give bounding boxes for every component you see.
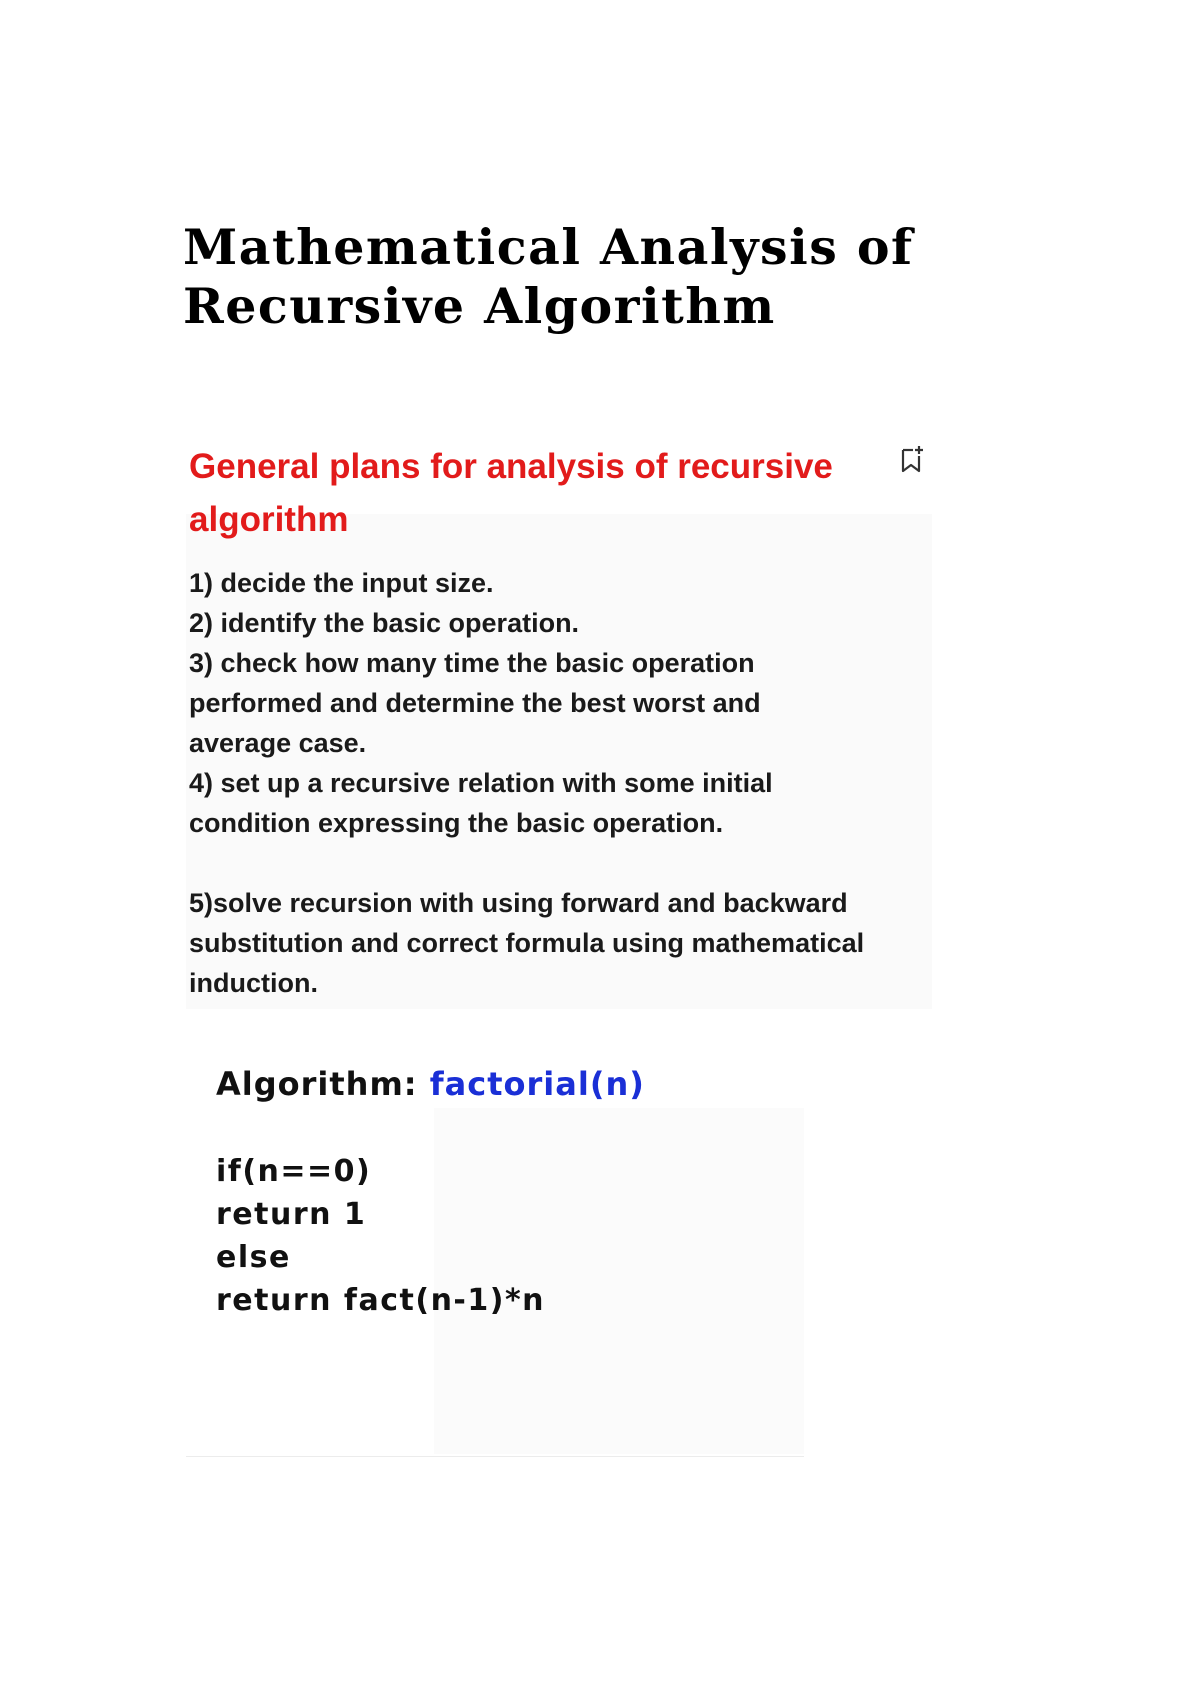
step-line: 1) decide the input size.	[189, 568, 494, 598]
bookmark-add-icon[interactable]	[898, 444, 928, 476]
algorithm-title	[216, 1062, 645, 1106]
algorithm-name: factorial(n)	[429, 1065, 645, 1103]
page-title	[183, 218, 983, 336]
algorithm-label: Algorithm:	[216, 1065, 418, 1103]
plan-heading-line-2: algorithm	[189, 500, 349, 539]
step-line: average case.	[189, 728, 367, 758]
plan-step-5	[189, 883, 929, 1003]
divider	[186, 1456, 804, 1457]
step-line: performed and determine the best worst and	[189, 688, 761, 718]
plan-steps-list	[189, 563, 929, 1003]
plan-heading	[189, 440, 889, 546]
step-line: 5)solve recursion with using forward and backward	[189, 888, 848, 918]
code-line: if(n==0)	[216, 1154, 372, 1189]
code-line: return fact(n-1)*n	[216, 1283, 546, 1318]
plan-step-4	[189, 763, 929, 843]
plan-step-1	[189, 563, 929, 603]
plan-heading-line-1: General plans for analysis of recursive	[189, 447, 833, 486]
plan-step-2	[189, 603, 929, 643]
step-line: condition expressing the basic operation.	[189, 808, 724, 838]
step-line: substitution and correct formula using mathematical	[189, 928, 865, 958]
code-line: return 1	[216, 1197, 367, 1232]
step-line: 2) identify the basic operation.	[189, 608, 580, 638]
step-line: 3) check how many time the basic operation	[189, 648, 755, 678]
step-line: 4) set up a recursive relation with some initial	[189, 768, 773, 798]
analysis-plan-figure	[186, 432, 932, 1012]
code-line: else	[216, 1240, 291, 1275]
page-title-line-2: Recursive Algorithm	[183, 277, 776, 335]
step-line: induction.	[189, 968, 318, 998]
page-title-line-1: Mathematical Analysis of	[183, 218, 914, 276]
algorithm-figure	[186, 1042, 804, 1457]
plan-step-3	[189, 643, 929, 763]
algorithm-code	[216, 1150, 545, 1322]
